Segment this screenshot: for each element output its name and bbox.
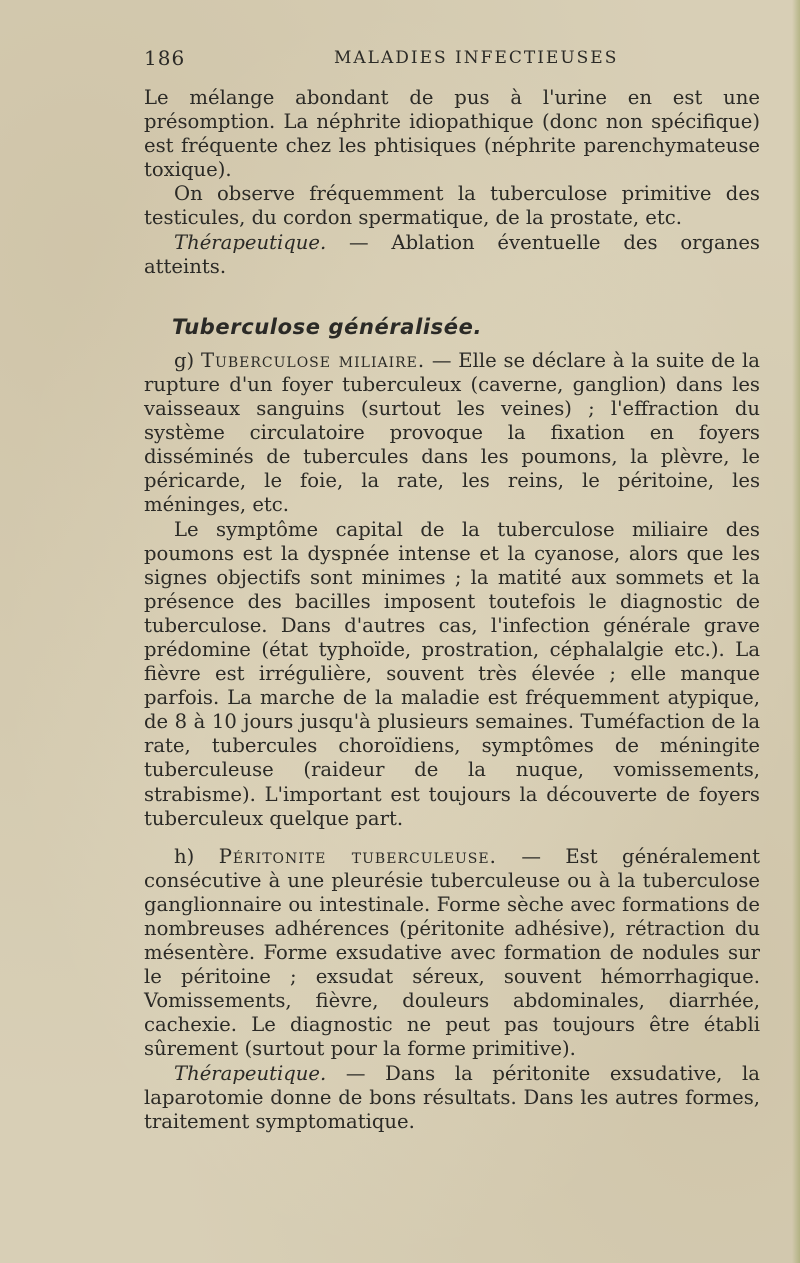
- paragraph-symptome-capital: Le symptôme capital de la tuberculose miliaire des poumons est la dyspnée intense et la cyanose, alors que les signes objectifs sont minimes ; la matité aux sommets et la présence des bacilles imposent toutefois le diagnostic de tuberculose. Dans d'autres cas, l'infection générale grave prédomine (état typhoïde, prostration, céphalalgie etc.). La fièvre est irrégulière, souvent très élevée ; elle manque parfois. La marche de la maladie est fréquemment atypique, de 8 à 10 jours jusqu'à plusieurs semaines. Tuméfaction de la rate, tubercules choroïdiens, symptômes de méningite tuberculeuse (raideur de la nuque, vomissements, strabisme). L'important est toujours la découverte de foyers tuberculeux quelque part.: [144, 517, 760, 830]
- page-edge-shadow: [792, 0, 800, 1263]
- peritonite-label: Péritonite tuberculeuse.: [218, 844, 497, 868]
- item-marker-h: h): [174, 844, 219, 868]
- paragraph-therapeutique-1: [144, 231, 760, 279]
- section-heading: Tuberculose généralisée.: [172, 314, 483, 339]
- therapeutique-label: Thérapeutique.: [174, 230, 327, 254]
- paragraph-testicules: On observe fréquemment la tuberculose primitive des testicules, du cordon spermatique, de la prostate, etc.: [144, 182, 760, 230]
- item-marker-g: g): [174, 348, 201, 372]
- running-title: MALADIES INFECTIEUSES: [334, 48, 619, 68]
- page-body: [144, 86, 760, 1134]
- peritonite-text: — Est généralement consécutive à une pleurésie tuberculeuse ou à la tuberculose ganglionnaire ou intestinale. Forme sèche avec formations de nombreuses adhérences (péritonite adhésive), rétraction du mésentère. Forme exsudative avec formation de nodules sur le péritoine ; exsudat séreux, souvent hémorrhagique. Vomissements, fièvre, douleurs abdominales, diarrhée, cachexie. Le diagnostic ne peut pas toujours être établi sûrement (surtout pour la forme primitive).: [144, 844, 760, 1061]
- paragraph-therapeutique-2: [144, 1062, 760, 1134]
- therapeutique-text-2: — Dans la péritonite exsudative, la laparotomie donne de bons résultats. Dans les autres formes, traitement symptomatique.: [144, 1061, 760, 1133]
- therapeutique-label-2: Thérapeutique.: [174, 1061, 327, 1085]
- paragraph-peritonite: [144, 845, 760, 1062]
- tuberculose-miliaire-text: — Elle se déclare à la suite de la rupture d'un foyer tuberculeux (caverne, ganglion) dans les vaisseaux sanguins (surtout les veines) ; l'effraction du système circulatoire provoque la fixation en foyers disséminés de tubercules dans les poumons, la plèvre, le péricarde, le foie, la rate, les reins, le péritoine, les méninges, etc.: [144, 348, 760, 517]
- page-header: [144, 46, 760, 70]
- tuberculose-miliaire-label: Tuberculose miliaire.: [200, 348, 426, 372]
- page-number: 186: [144, 46, 186, 70]
- paragraph-tuberculose-miliaire: [144, 349, 760, 518]
- therapeutique-text: — Ablation éventuelle des organes atteints.: [144, 230, 760, 278]
- paragraph-pus-urine: Le mélange abondant de pus à l'urine en est une présomption. La néphrite idiopathique (donc non spécifique) est fréquente chez les phtisiques (néphrite parenchymateuse toxique).: [144, 86, 760, 182]
